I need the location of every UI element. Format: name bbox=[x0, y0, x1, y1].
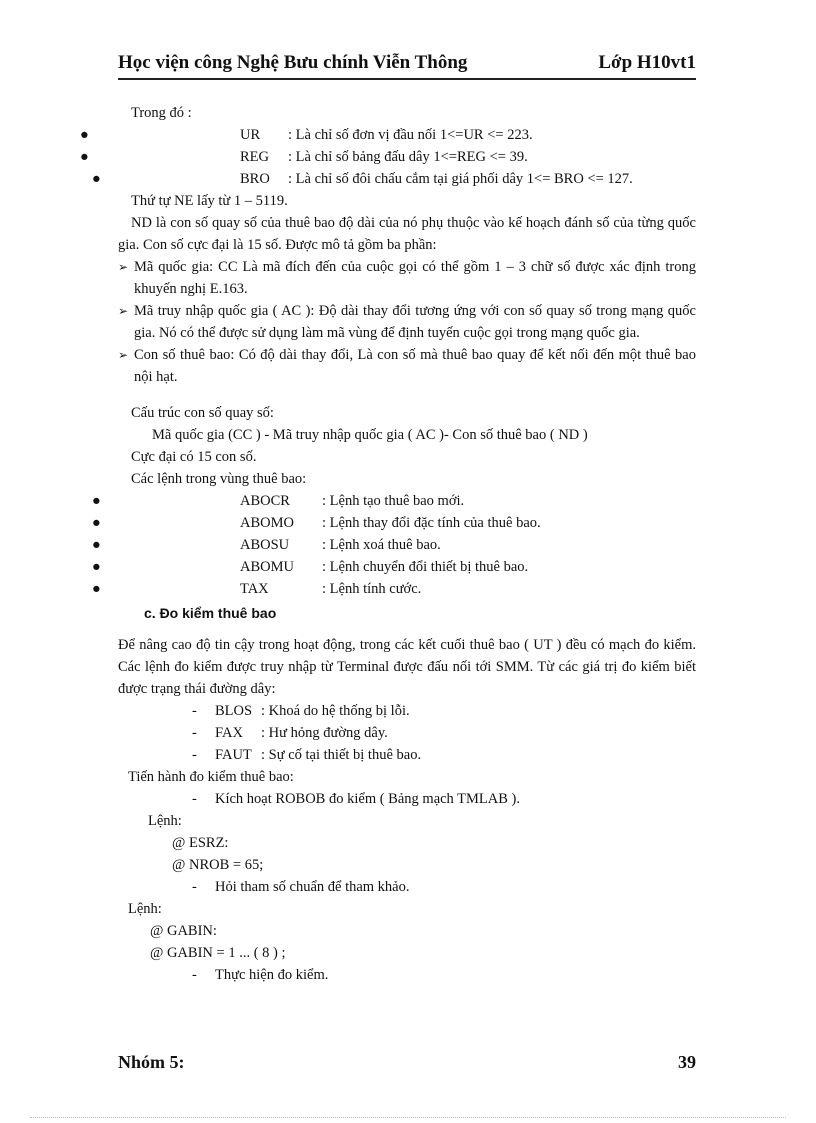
command-item bbox=[92, 512, 696, 534]
command-code: TAX bbox=[240, 581, 269, 597]
param-item-reg bbox=[80, 146, 696, 168]
command-item bbox=[92, 490, 696, 512]
command-line: @ NROB = 65; bbox=[172, 857, 264, 873]
bullet-icon: ● bbox=[92, 559, 101, 575]
ne-range-text: Thứ tự NE lấy từ 1 – 5119. bbox=[131, 193, 288, 209]
part-text: Mã quốc gia: CC Là mã đích đến của cuộc gọi có thể gồm 1 – 3 chữ số được xác định trong khuyến nghị E.163. bbox=[134, 259, 696, 297]
header-class: Lớp H10vt1 bbox=[598, 52, 696, 73]
structure-line: Mã quốc gia (CC ) - Mã truy nhập quốc gia ( AC )- Con số thuê bao ( ND ) bbox=[152, 427, 588, 443]
param-code: BRO bbox=[240, 171, 270, 187]
step-text: Hỏi tham số chuẩn để tham khảo. bbox=[215, 879, 410, 895]
state-item bbox=[118, 700, 696, 722]
arrow-bullet-icon: ➢ bbox=[118, 348, 129, 362]
state-desc: : Sự cố tại thiết bị thuê bao. bbox=[261, 747, 422, 763]
command-line: @ ESRZ: bbox=[172, 835, 229, 851]
command-desc: : Lệnh xoá thuê bao. bbox=[322, 537, 441, 553]
param-item-ur bbox=[80, 124, 696, 146]
document-body bbox=[80, 102, 696, 986]
command-item bbox=[92, 556, 696, 578]
command-code: ABOMU bbox=[240, 559, 294, 575]
part-text: Mã truy nhập quốc gia ( AC ): Độ dài thay đổi tương ứng với con số quay số trong mạng quốc gia. Nó có thể được sử dụng làm mã vùng để định tuyến cuộc gọi trong mạng quốc gia. bbox=[134, 303, 696, 341]
command-code: ABOCR bbox=[240, 493, 290, 509]
dash-bullet-icon: - bbox=[192, 791, 197, 807]
part-item bbox=[118, 344, 696, 388]
part-item bbox=[118, 300, 696, 344]
step-item bbox=[118, 788, 696, 810]
param-desc: : Là chỉ số bảng đấu dây 1<=REG <= 39. bbox=[288, 149, 528, 165]
bullet-icon: ● bbox=[92, 581, 101, 597]
state-item bbox=[118, 744, 696, 766]
dash-bullet-icon: - bbox=[192, 967, 197, 983]
command-desc: : Lệnh chuyển đổi thiết bị thuê bao. bbox=[322, 559, 529, 575]
part-text: Con số thuê bao: Có độ dài thay đổi, Là con số mà thuê bao quay để kết nối đến một thuê bao nội hạt. bbox=[134, 347, 696, 385]
command-label: Lệnh: bbox=[128, 901, 162, 917]
command-desc: : Lệnh tạo thuê bao mới. bbox=[322, 493, 465, 509]
command-item bbox=[92, 578, 696, 600]
dash-bullet-icon: - bbox=[192, 703, 197, 719]
command-desc: : Lệnh tính cước. bbox=[322, 581, 422, 597]
bullet-icon: ● bbox=[92, 515, 101, 531]
page-header bbox=[118, 52, 696, 80]
command-line: @ GABIN: bbox=[150, 923, 217, 939]
command-desc: : Lệnh thay đổi đặc tính của thuê bao. bbox=[322, 515, 541, 531]
step-text: Thực hiện đo kiểm. bbox=[215, 967, 329, 983]
part-item bbox=[118, 256, 696, 300]
param-desc: : Là chỉ số đôi chấu cắm tại giá phối dây 1<= BRO <= 127. bbox=[288, 171, 633, 187]
command-label: Lệnh: bbox=[148, 813, 182, 829]
step-item bbox=[118, 964, 696, 986]
section-heading: c. Đo kiểm thuê bao bbox=[144, 605, 277, 621]
procedure-title: Tiến hành đo kiểm thuê bao: bbox=[128, 769, 294, 785]
bullet-icon: ● bbox=[92, 493, 101, 509]
command-code: ABOMO bbox=[240, 515, 294, 531]
commands-title: Các lệnh trong vùng thuê bao: bbox=[131, 471, 307, 487]
arrow-bullet-icon: ➢ bbox=[118, 260, 129, 274]
bullet-icon: ● bbox=[92, 537, 101, 553]
dash-bullet-icon: - bbox=[192, 879, 197, 895]
bullet-icon: ● bbox=[80, 127, 89, 143]
page-number: 39 bbox=[678, 1052, 696, 1072]
param-code: REG bbox=[240, 149, 269, 165]
intro-text: Trong đó : bbox=[131, 105, 192, 121]
arrow-bullet-icon: ➢ bbox=[118, 304, 129, 318]
command-item bbox=[92, 534, 696, 556]
param-desc: : Là chỉ số đơn vị đầu nối 1<=UR <= 223. bbox=[288, 127, 533, 143]
command-line: @ GABIN = 1 ... ( 8 ) ; bbox=[150, 945, 286, 961]
test-description: Để nâng cao độ tin cậy trong hoạt động, trong các kết cuối thuê bao ( UT ) đều có mạch đo kiểm. Các lệnh đo kiểm được truy nhập từ Terminal được đấu nối tới SMM. Từ các giá trị đo kiểm biết được trạng thái đường dây: bbox=[118, 637, 696, 697]
step-text: Kích hoạt ROBOB đo kiểm ( Bảng mạch TMLAB ). bbox=[215, 791, 521, 807]
state-code: FAUT bbox=[215, 747, 252, 763]
step-item bbox=[118, 876, 696, 898]
state-code: BLOS bbox=[215, 703, 253, 719]
state-item bbox=[118, 722, 696, 744]
page-bottom-divider bbox=[30, 1117, 786, 1118]
bullet-icon: ● bbox=[92, 171, 101, 187]
footer-group: Nhóm 5: bbox=[118, 1052, 185, 1072]
dash-bullet-icon: - bbox=[192, 725, 197, 741]
state-desc: : Hư hỏng đường dây. bbox=[261, 725, 388, 741]
param-item-bro bbox=[92, 168, 696, 190]
max-digits-text: Cực đại có 15 con số. bbox=[131, 449, 257, 465]
bullet-icon: ● bbox=[80, 149, 89, 165]
dash-bullet-icon: - bbox=[192, 747, 197, 763]
structure-title: Cấu trúc con số quay số: bbox=[131, 405, 274, 421]
command-code: ABOSU bbox=[240, 537, 290, 553]
header-institution: Học viện công Nghệ Bưu chính Viễn Thông bbox=[118, 52, 468, 73]
state-desc: : Khoá do hệ thống bị lỗi. bbox=[261, 703, 410, 719]
nd-description: ND là con số quay số của thuê bao độ dài của nó phụ thuộc vào kế hoạch đánh số của từng quốc gia. Con số cực đại là 15 số. Được mô tả gồm ba phần: bbox=[118, 215, 696, 253]
state-code: FAX bbox=[215, 725, 243, 741]
param-code: UR bbox=[240, 127, 261, 143]
